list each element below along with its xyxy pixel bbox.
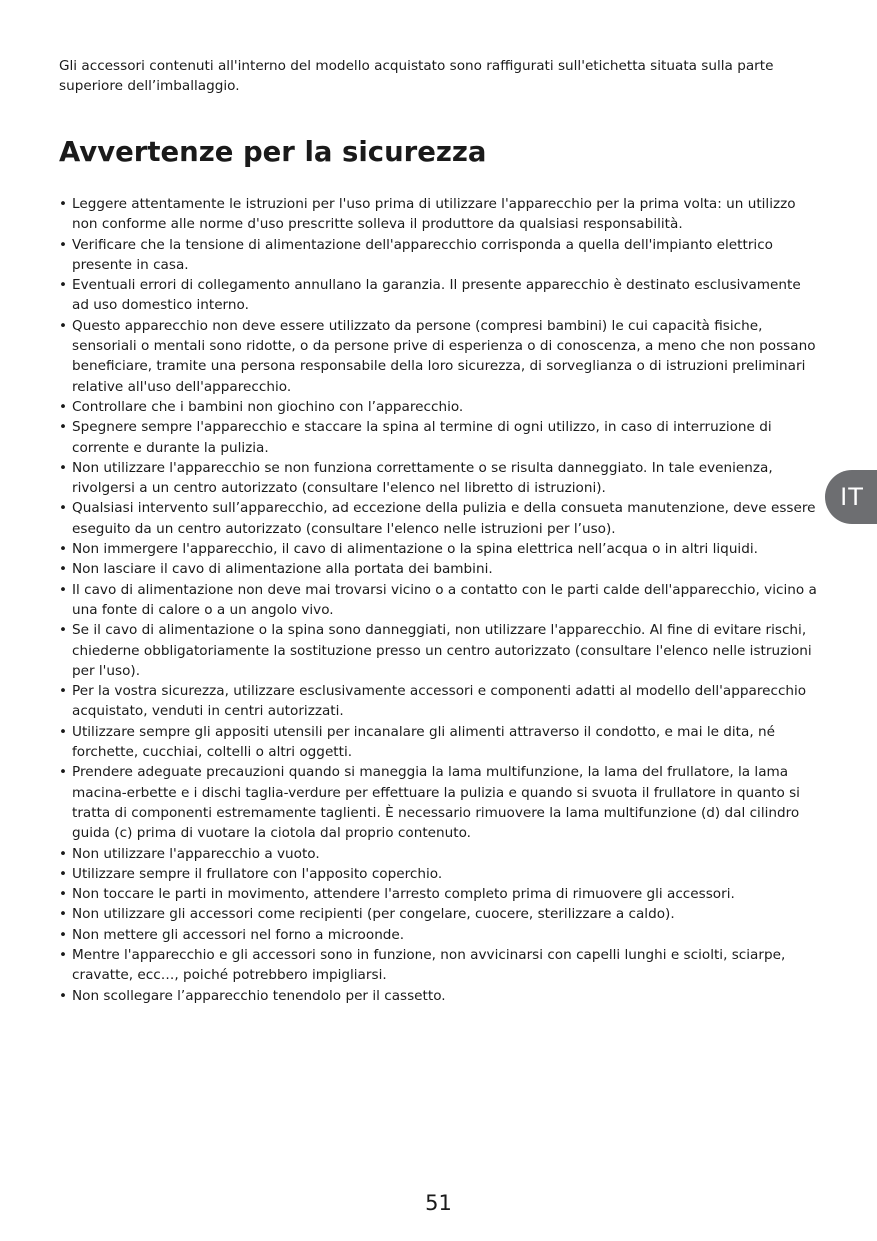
warning-item: • Controllare che i bambini non giochino con l’apparecchio. [59,397,819,417]
warning-item: • Non immergere l'apparecchio, il cavo di alimentazione o la spina elettrica nell’acqua o in altri liquidi. [59,539,819,559]
warning-item: • Non lasciare il cavo di alimentazione alla portata dei bambini. [59,559,819,579]
language-tab [825,470,877,524]
warning-item: • Non utilizzare l'apparecchio se non funziona correttamente o se risulta danneggiato. In tale evenienza, rivolgersi a un centro autorizzato (consultare l'elenco nel libretto di istruzioni). [59,458,819,499]
warning-item: • Utilizzare sempre il frullatore con l'apposito coperchio. [59,864,819,884]
warning-item: • Non scollegare l’apparecchio tenendolo per il cassetto. [59,986,819,1006]
warning-item: • Spegnere sempre l'apparecchio e staccare la spina al termine di ogni utilizzo, in caso di interruzione di corrente e durante la pulizia. [59,417,819,458]
warning-item: • Per la vostra sicurezza, utilizzare esclusivamente accessori e componenti adatti al modello dell'apparecchio acquistato, venduti in centri autorizzati. [59,681,819,722]
warning-item: • Il cavo di alimentazione non deve mai trovarsi vicino o a contatto con le parti calde dell'apparecchio, vicino a una fonte di calore o a un angolo vivo. [59,580,819,621]
warning-item: • Eventuali errori di collegamento annullano la garanzia. Il presente apparecchio è destinato esclusivamente ad uso domestico interno. [59,275,819,316]
intro-paragraph: Gli accessori contenuti all'interno del modello acquistato sono raffigurati sull'etichetta situata sulla parte superiore dell’imballaggio. [59,58,774,94]
warning-item: • Se il cavo di alimentazione o la spina sono danneggiati, non utilizzare l'apparecchio. Al fine di evitare rischi, chiederne obbligatoriamente la sostituzione presso un centro autorizzato (consultare l'elenco nelle istruzioni per l'uso). [59,620,819,681]
page-title: Avvertenze per la sicurezza [59,136,487,168]
language-tab-label: IT [840,483,864,511]
warning-item: • Leggere attentamente le istruzioni per l'uso prima di utilizzare l'apparecchio per la prima volta: un utilizzo non conforme alle norme d'uso prescritte solleva il produttore da qualsiasi responsabilità. [59,194,819,235]
warning-item: • Non utilizzare l'apparecchio a vuoto. [59,844,819,864]
warning-item: • Non mettere gli accessori nel forno a microonde. [59,925,819,945]
warning-item: • Non toccare le parti in movimento, attendere l'arresto completo prima di rimuovere gli accessori. [59,884,819,904]
warning-item: • Mentre l'apparecchio e gli accessori sono in funzione, non avvicinarsi con capelli lunghi e sciolti, sciarpe, cravatte, ecc…, poiché potrebbero impigliarsi. [59,945,819,986]
warning-item: • Prendere adeguate precauzioni quando si maneggia la lama multifunzione, la lama del frullatore, la lama macina-erbette e i dischi taglia-verdure per effettuare la pulizia e quando si svuota il frullatore in quanto si tratta di componenti estremamente taglienti. È necessario rimuovere la lama multifunzione (d) dal cilindro guida (c) prima di vuotare la ciotola dal proprio contenuto. [59,762,819,843]
safety-warnings-list [59,194,819,1006]
warning-item: • Qualsiasi intervento sull’apparecchio, ad eccezione della pulizia e della consueta manutenzione, deve essere eseguito da un centro autorizzato (consultare l'elenco nelle istruzioni per l’uso). [59,498,819,539]
warning-item: • Non utilizzare gli accessori come recipienti (per congelare, cuocere, sterilizzare a caldo). [59,904,819,924]
page-number: 51 [425,1191,452,1215]
warning-item: • Questo apparecchio non deve essere utilizzato da persone (compresi bambini) le cui capacità fisiche, sensoriali o mentali sono ridotte, o da persone prive di esperienza o di conoscenza, a meno che non possano beneficiare, tramite una persona responsabile della loro sicurezza, di sorveglianza o di istruzioni preliminari relative all'uso dell'apparecchio. [59,316,819,397]
warning-item: • Utilizzare sempre gli appositi utensili per incanalare gli alimenti attraverso il condotto, e mai le dita, né forchette, cucchiai, coltelli o altri oggetti. [59,722,819,763]
warning-item: • Verificare che la tensione di alimentazione dell'apparecchio corrisponda a quella dell'impianto elettrico presente in casa. [59,235,819,276]
